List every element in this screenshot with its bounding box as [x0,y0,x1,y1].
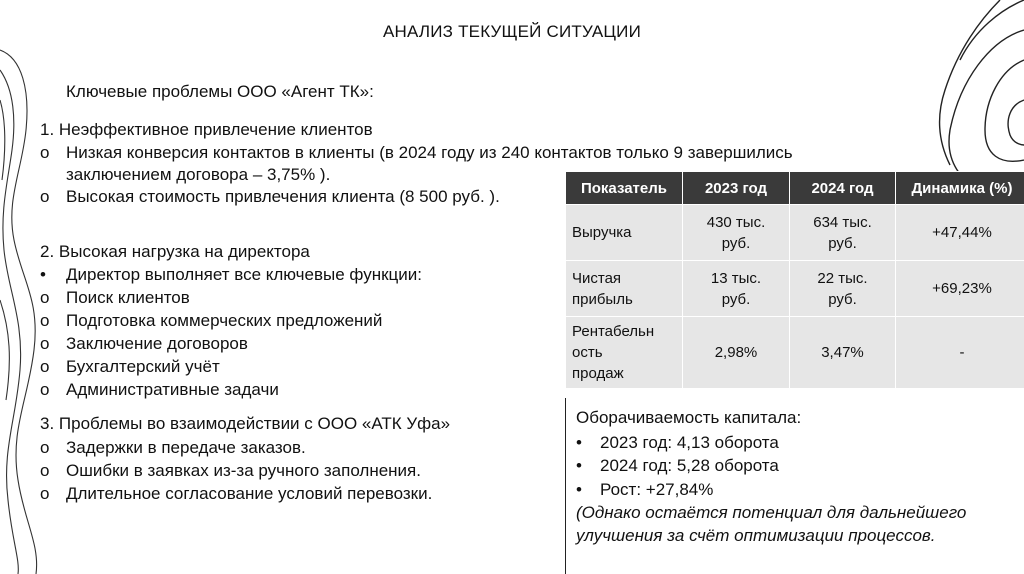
list-marker: o [40,461,50,480]
list-marker: • [40,265,46,284]
turnover-heading: Оборачиваемость капитала: [576,408,802,427]
table-row [566,205,1024,261]
intro-heading: Ключевые проблемы ООО «Агент ТК»: [66,82,374,101]
value-dynamics: - [896,317,1024,389]
list-marker: o [40,288,50,307]
list-item-text: Задержки в передаче заказов. [66,438,306,457]
list-marker: o [40,380,50,399]
value-2023: 13 тыс. руб. [683,261,790,317]
list-item-text: Заключение договоров [66,334,248,353]
header-2023: 2023 год [683,172,790,205]
value-2023: 430 тыс. руб. [683,205,790,261]
section-3-heading: 3. Проблемы во взаимодействии с ООО «АТК Уфа» [40,414,451,433]
financial-indicators-table [565,171,1024,389]
list-item-text: Ошибки в заявках из-за ручного заполнения. [66,461,421,480]
value-dynamics: +69,23% [896,261,1024,317]
header-2024: 2024 год [790,172,896,205]
header-dynamics: Динамика (%) [896,172,1024,205]
list-item-text: Административные задачи [66,380,279,399]
table-row [566,317,1024,389]
section-1-heading: 1. Неэффективное привлечение клиентов [40,120,373,139]
list-item-text: Директор выполняет все ключевые функции: [66,265,422,284]
list-item [576,456,779,476]
list-marker: o [40,143,50,162]
header-indicator: Показатель [566,172,683,205]
list-marker: o [40,484,50,503]
slide-title: АНАЛИЗ ТЕКУЩЕЙ СИТУАЦИИ [382,22,642,41]
list-item-text: 2023 год: 4,13 оборота [600,433,779,452]
list-item [576,433,779,453]
row-label: Рентабельн ость продаж [566,317,683,389]
list-marker: • [576,456,582,475]
value-2024: 634 тыс. руб. [790,205,896,261]
list-item-text: Бухгалтерский учёт [66,357,220,376]
capital-turnover-box [565,398,1024,574]
list-item-text: Поиск клиентов [66,288,190,307]
turnover-note: улучшения за счёт оптимизации процессов. [576,526,936,545]
value-2023: 2,98% [683,317,790,389]
list-marker: o [40,311,50,330]
value-2024: 3,47% [790,317,896,389]
row-label: Выручка [566,205,683,261]
value-2024: 22 тыс. руб. [790,261,896,317]
list-item [576,480,714,500]
row-label: Чистая прибыль [566,261,683,317]
list-marker: o [40,357,50,376]
list-marker: o [40,187,50,206]
value-dynamics: +47,44% [896,205,1024,261]
list-marker: • [576,480,582,499]
list-item-text: Высокая стоимость привлечения клиента (8 500 руб. ). [66,187,500,206]
list-item-text: 2024 год: 5,28 оборота [600,456,779,475]
list-item-text: Рост: +27,84% [600,480,714,499]
turnover-note: (Однако остаётся потенциал для дальнейшего [576,503,967,522]
list-item-text: Подготовка коммерческих предложений [66,311,383,330]
table-row [566,261,1024,317]
list-marker: o [40,334,50,353]
list-marker: o [40,438,50,457]
table-header-row [566,172,1024,205]
list-marker: • [576,433,582,452]
list-item-continuation: заключением договора – 3,75% ). [66,165,331,184]
section-2-heading: 2. Высокая нагрузка на директора [40,242,310,261]
list-item-text: Длительное согласование условий перевозки. [66,484,433,503]
list-item-text: Низкая конверсия контактов в клиенты (в 2024 году из 240 контактов только 9 завершились [66,143,793,162]
